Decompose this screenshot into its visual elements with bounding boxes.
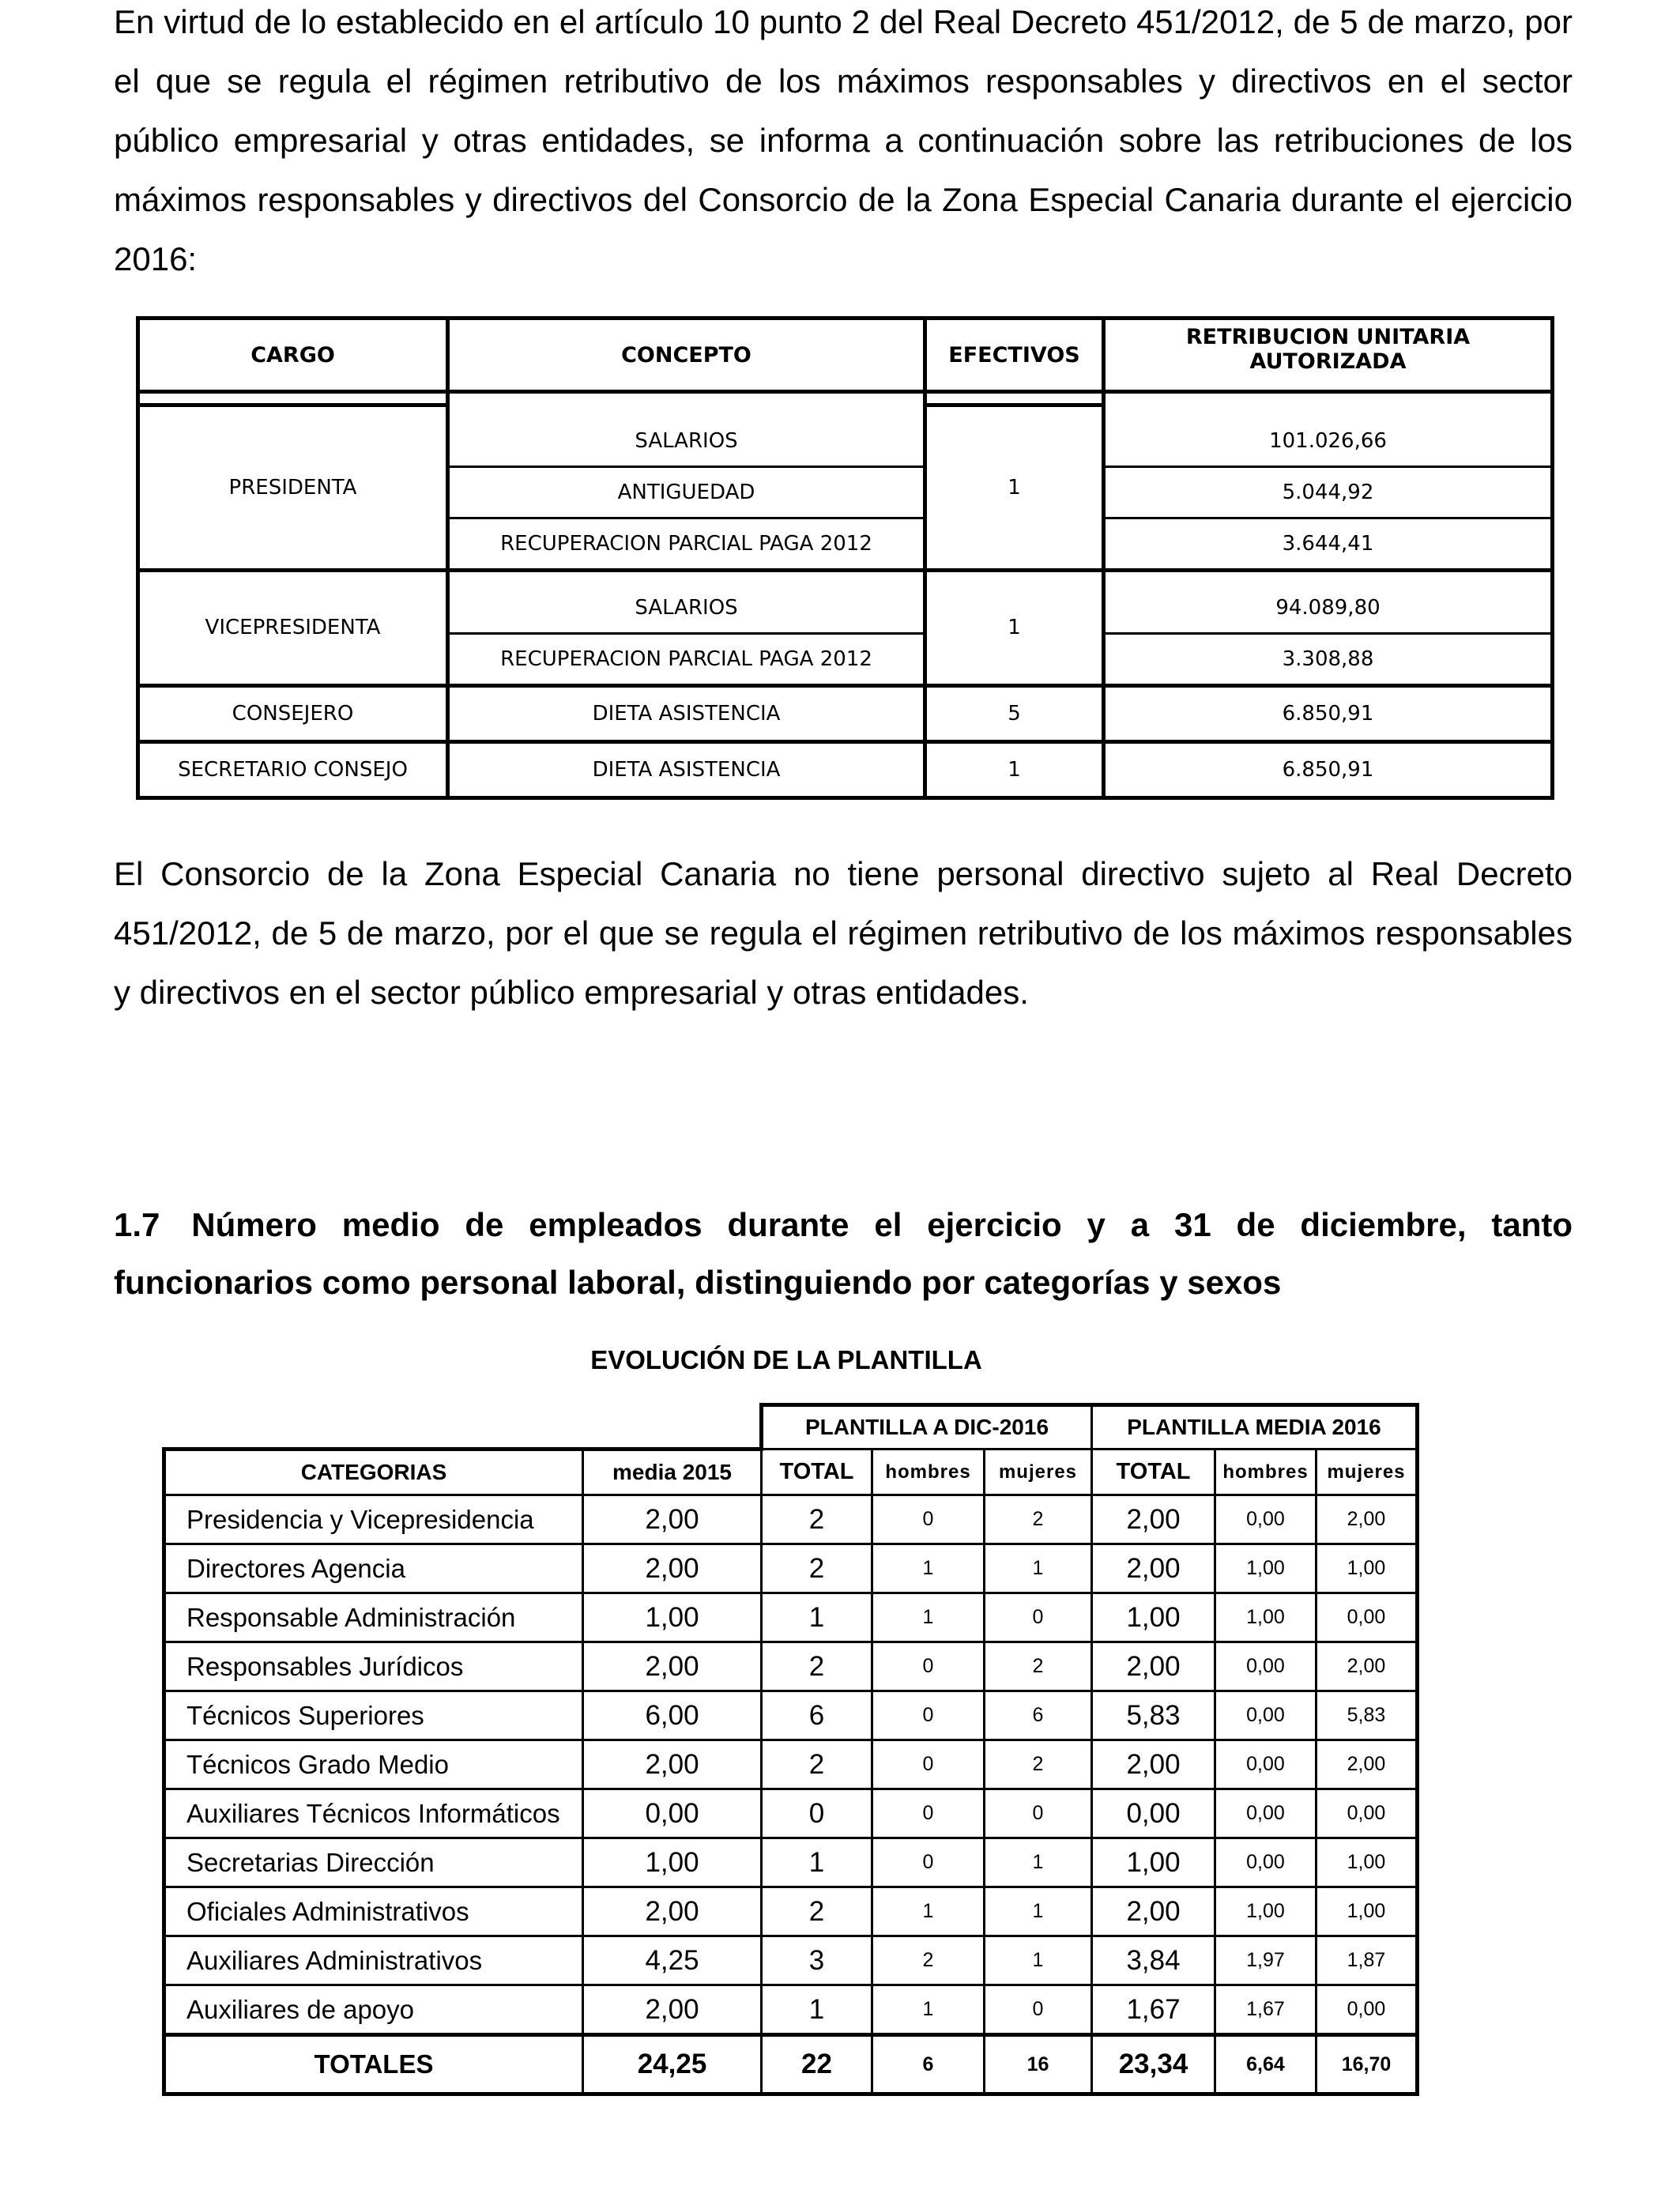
categoria-cell: Directores Agencia (164, 1544, 583, 1593)
media2015-cell: 2,00 (583, 1544, 762, 1593)
dic-total-cell: 1 (762, 1593, 872, 1642)
retribucion-cell: 101.026,66 (1104, 405, 1553, 467)
med-total-cell: 2,00 (1092, 1642, 1215, 1691)
med-hombres-cell: 0,00 (1215, 1740, 1317, 1789)
efectivos-cell: 1 (925, 570, 1104, 685)
dic-total-cell: 0 (762, 1789, 872, 1838)
dic-hombres-cell: 1 (872, 1887, 985, 1936)
totals-media2015: 24,25 (583, 2035, 762, 2094)
media2015-cell: 0,00 (583, 1789, 762, 1838)
categoria-cell: Presidencia y Vicepresidencia (164, 1495, 583, 1544)
table-row (138, 741, 1553, 797)
retribucion-cell: 6.850,91 (1104, 685, 1553, 741)
retribucion-cell: 94.089,80 (1104, 570, 1553, 633)
dic-mujeres-cell: 1 (985, 1544, 1092, 1593)
table-row (138, 685, 1553, 741)
med-total-cell: 2,00 (1092, 1544, 1215, 1593)
med-hombres-cell: 1,00 (1215, 1887, 1317, 1936)
section-heading (114, 1196, 1573, 1311)
dic-hombres-cell: 0 (872, 1789, 985, 1838)
med-total-cell: 1,67 (1092, 1985, 1215, 2035)
header-dic-total: TOTAL (762, 1449, 872, 1495)
med-hombres-cell: 0,00 (1215, 1642, 1317, 1691)
med-total-cell: 2,00 (1092, 1887, 1215, 1936)
dic-total-cell: 2 (762, 1887, 872, 1936)
efectivos-cell: 1 (925, 405, 1104, 571)
header-dic-hombres: hombres (872, 1449, 985, 1495)
concepto-cell: SALARIOS (448, 570, 925, 633)
dic-mujeres-cell: 2 (985, 1740, 1092, 1789)
section-heading-text: Número medio de empleados durante el ejercicio y a 31 de diciembre, tanto funcionarios como personal laboral, distinguiendo por categorías y sexos (114, 1206, 1573, 1301)
categoria-cell: Responsable Administración (164, 1593, 583, 1642)
plantilla-group-header-row (164, 1405, 1418, 1449)
dic-hombres-cell: 1 (872, 1593, 985, 1642)
efectivos-cell: 5 (925, 685, 1104, 741)
table-row (164, 1495, 1418, 1544)
dic-hombres-cell: 0 (872, 1642, 985, 1691)
med-total-cell: 1,00 (1092, 1838, 1215, 1887)
med-hombres-cell: 0,00 (1215, 1789, 1317, 1838)
plantilla-table-wrapper (162, 1403, 1419, 2096)
totals-dic-total: 22 (762, 2035, 872, 2094)
table-row (164, 1740, 1418, 1789)
media2015-cell: 1,00 (583, 1593, 762, 1642)
med-hombres-cell: 1,67 (1215, 1985, 1317, 2035)
med-total-cell: 3,84 (1092, 1936, 1215, 1985)
media2015-cell: 1,00 (583, 1838, 762, 1887)
media2015-cell: 2,00 (583, 1740, 762, 1789)
header-categorias: CATEGORIAS (164, 1449, 583, 1495)
plantilla-table (162, 1403, 1419, 2096)
dic-hombres-cell: 1 (872, 1985, 985, 2035)
table-row (164, 1544, 1418, 1593)
header-retribucion: RETRIBUCION UNITARIA AUTORIZADA (1104, 319, 1553, 392)
med-mujeres-cell: 0,00 (1317, 1789, 1418, 1838)
table-row (164, 1642, 1418, 1691)
med-hombres-cell: 0,00 (1215, 1691, 1317, 1740)
med-hombres-cell: 1,00 (1215, 1544, 1317, 1593)
retribuciones-header-row (138, 319, 1553, 392)
categoria-cell: Auxiliares Administrativos (164, 1936, 583, 1985)
totals-med-mujeres: 16,70 (1317, 2035, 1418, 2094)
header-cargo: CARGO (138, 319, 448, 392)
categoria-cell: Auxiliares de apoyo (164, 1985, 583, 2035)
dic-total-cell: 2 (762, 1740, 872, 1789)
med-total-cell: 2,00 (1092, 1495, 1215, 1544)
concepto-cell: DIETA ASISTENCIA (448, 685, 925, 741)
concepto-cell: SALARIOS (448, 405, 925, 467)
plantilla-title: EVOLUCIÓN DE LA PLANTILLA (590, 1345, 982, 1374)
dic-total-cell: 2 (762, 1544, 872, 1593)
totals-label: TOTALES (164, 2035, 583, 2094)
table-row (164, 1789, 1418, 1838)
med-total-cell: 2,00 (1092, 1740, 1215, 1789)
categoria-cell: Auxiliares Técnicos Informáticos (164, 1789, 583, 1838)
media2015-cell: 2,00 (583, 1642, 762, 1691)
categoria-cell: Responsables Jurídicos (164, 1642, 583, 1691)
categoria-cell: Técnicos Grado Medio (164, 1740, 583, 1789)
table-row (138, 570, 1553, 633)
categoria-cell: Técnicos Superiores (164, 1691, 583, 1740)
dic-mujeres-cell: 0 (985, 1789, 1092, 1838)
totals-med-hombres: 6,64 (1215, 2035, 1317, 2094)
second-paragraph: El Consorcio de la Zona Especial Canaria no tiene personal directivo sujeto al Real Decreto 451/2012, de 5 de marzo, por el que se regula el régimen retributivo de los máximos responsables y directivos en el sector público empresarial y otras entidades. (114, 855, 1573, 1011)
dic-total-cell: 3 (762, 1936, 872, 1985)
concepto-cell: RECUPERACION PARCIAL PAGA 2012 (448, 518, 925, 570)
table-row (164, 1838, 1418, 1887)
med-mujeres-cell: 0,00 (1317, 1985, 1418, 2035)
section-number: 1.7 (114, 1206, 160, 1243)
med-mujeres-cell: 0,00 (1317, 1593, 1418, 1642)
retribuciones-table (136, 316, 1554, 800)
cargo-cell: VICEPRESIDENTA (138, 570, 448, 685)
plantilla-header-row (164, 1449, 1418, 1495)
table-row (164, 1985, 1418, 2035)
med-hombres-cell: 0,00 (1215, 1838, 1317, 1887)
group-header-media: PLANTILLA MEDIA 2016 (1092, 1405, 1418, 1449)
dic-mujeres-cell: 0 (985, 1593, 1092, 1642)
med-total-cell: 1,00 (1092, 1593, 1215, 1642)
table-row (138, 405, 1553, 467)
med-mujeres-cell: 1,00 (1317, 1887, 1418, 1936)
dic-hombres-cell: 1 (872, 1544, 985, 1593)
intro-paragraph: En virtud de lo establecido en el artículo 10 punto 2 del Real Decreto 451/2012, de 5 de marzo, por el que se regula el régimen retributivo de los máximos responsables y directivos en el sector público empresarial y otras entidades, se informa a continuación sobre las retribuciones de los máximos responsables y directivos del Consorcio de la Zona Especial Canaria durante el ejercicio 2016: (114, 3, 1573, 277)
header-med-mujeres: mujeres (1317, 1449, 1418, 1495)
categoria-cell: Secretarias Dirección (164, 1838, 583, 1887)
med-mujeres-cell: 1,00 (1317, 1838, 1418, 1887)
med-mujeres-cell: 2,00 (1317, 1642, 1418, 1691)
dic-total-cell: 2 (762, 1642, 872, 1691)
totals-dic-mujeres: 16 (985, 2035, 1092, 2094)
med-hombres-cell: 1,00 (1215, 1593, 1317, 1642)
med-total-cell: 5,83 (1092, 1691, 1215, 1740)
media2015-cell: 2,00 (583, 1495, 762, 1544)
group-header-dic: PLANTILLA A DIC-2016 (762, 1405, 1092, 1449)
retribucion-cell: 6.850,91 (1104, 741, 1553, 797)
header-concepto: CONCEPTO (448, 319, 925, 392)
categoria-cell: Oficiales Administrativos (164, 1887, 583, 1936)
dic-total-cell: 2 (762, 1495, 872, 1544)
table-row (164, 1593, 1418, 1642)
dic-mujeres-cell: 0 (985, 1985, 1092, 2035)
header-efectivos: EFECTIVOS (925, 319, 1104, 392)
cargo-cell: PRESIDENTA (138, 405, 448, 571)
media2015-cell: 4,25 (583, 1936, 762, 1985)
table-row (164, 1887, 1418, 1936)
dic-mujeres-cell: 1 (985, 1887, 1092, 1936)
retribucion-cell: 3.308,88 (1104, 633, 1553, 685)
concepto-cell: ANTIGUEDAD (448, 466, 925, 518)
header-media2015: media 2015 (583, 1449, 762, 1495)
table-row (164, 1936, 1418, 1985)
med-mujeres-cell: 1,87 (1317, 1936, 1418, 1985)
med-hombres-cell: 1,97 (1215, 1936, 1317, 1985)
dic-hombres-cell: 2 (872, 1936, 985, 1985)
med-mujeres-cell: 5,83 (1317, 1691, 1418, 1740)
med-hombres-cell: 0,00 (1215, 1495, 1317, 1544)
dic-hombres-cell: 0 (872, 1740, 985, 1789)
med-mujeres-cell: 2,00 (1317, 1740, 1418, 1789)
media2015-cell: 6,00 (583, 1691, 762, 1740)
table-row (164, 1691, 1418, 1740)
retribucion-cell: 3.644,41 (1104, 518, 1553, 570)
dic-mujeres-cell: 1 (985, 1936, 1092, 1985)
retribucion-cell: 5.044,92 (1104, 466, 1553, 518)
dic-hombres-cell: 0 (872, 1838, 985, 1887)
dic-mujeres-cell: 6 (985, 1691, 1092, 1740)
med-mujeres-cell: 2,00 (1317, 1495, 1418, 1544)
totals-dic-hombres: 6 (872, 2035, 985, 2094)
efectivos-cell: 1 (925, 741, 1104, 797)
dic-mujeres-cell: 1 (985, 1838, 1092, 1887)
med-mujeres-cell: 1,00 (1317, 1544, 1418, 1593)
media2015-cell: 2,00 (583, 1887, 762, 1936)
totals-med-total: 23,34 (1092, 2035, 1215, 2094)
dic-mujeres-cell: 2 (985, 1495, 1092, 1544)
dic-hombres-cell: 0 (872, 1495, 985, 1544)
dic-hombres-cell: 0 (872, 1691, 985, 1740)
dic-total-cell: 6 (762, 1691, 872, 1740)
dic-mujeres-cell: 2 (985, 1642, 1092, 1691)
concepto-cell: DIETA ASISTENCIA (448, 741, 925, 797)
cargo-cell: SECRETARIO CONSEJO (138, 741, 448, 797)
totals-row (164, 2035, 1418, 2094)
dic-total-cell: 1 (762, 1985, 872, 2035)
media2015-cell: 2,00 (583, 1985, 762, 2035)
med-total-cell: 0,00 (1092, 1789, 1215, 1838)
dic-total-cell: 1 (762, 1838, 872, 1887)
cargo-cell: CONSEJERO (138, 685, 448, 741)
header-med-hombres: hombres (1215, 1449, 1317, 1495)
header-dic-mujeres: mujeres (985, 1449, 1092, 1495)
header-med-total: TOTAL (1092, 1449, 1215, 1495)
concepto-cell: RECUPERACION PARCIAL PAGA 2012 (448, 633, 925, 685)
